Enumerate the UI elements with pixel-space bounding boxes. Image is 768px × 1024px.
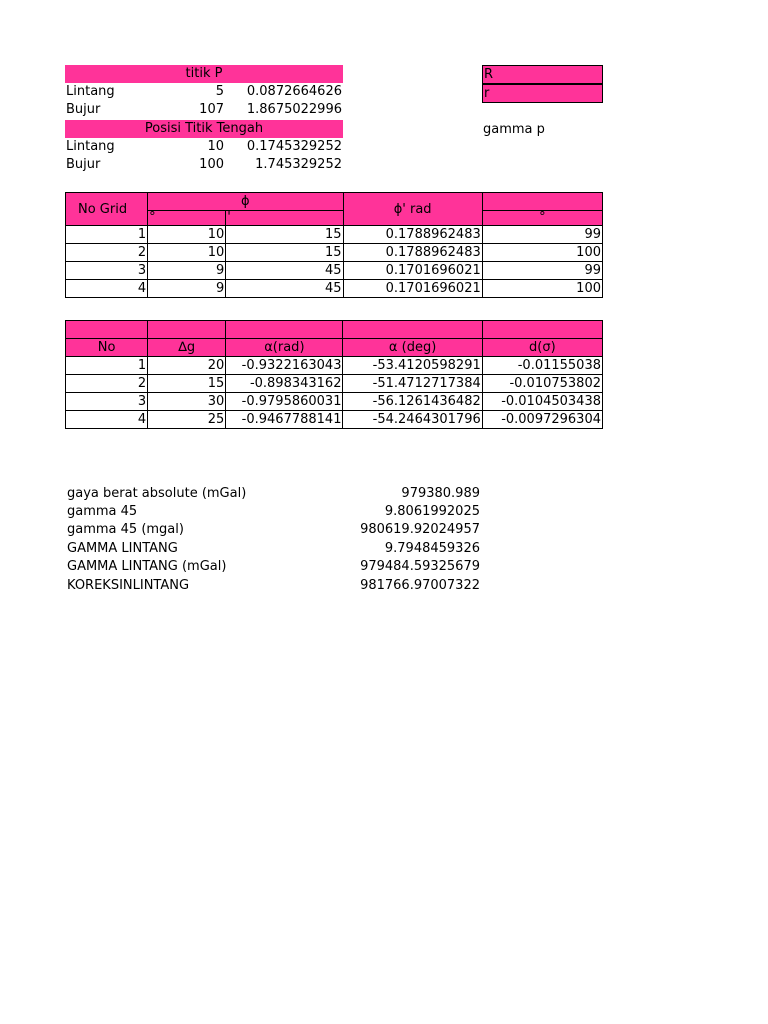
phi-header: ϕ — [148, 193, 343, 211]
blank-header — [148, 321, 226, 339]
grid-table — [65, 192, 603, 298]
table-row — [66, 411, 603, 429]
r-cell: r — [482, 84, 603, 103]
phi-rad-header: ϕ' rad — [343, 193, 482, 226]
table-row — [66, 262, 603, 280]
posisi-bujur-rad: 1.745329252 — [255, 157, 342, 172]
grid-lon: 99 — [482, 262, 602, 280]
grid-min: 15 — [226, 244, 343, 262]
alpha-no: 1 — [66, 357, 148, 375]
posisi-lintang-rad: 0.1745329252 — [246, 139, 342, 154]
grid-rad: 0.1788962483 — [343, 226, 482, 244]
gamma-p-label: gamma p — [483, 122, 545, 137]
delta-g-header: ∆g — [148, 339, 226, 357]
summary-value: 9.8061992025 — [384, 504, 480, 519]
blank-header — [226, 321, 343, 339]
alpha-rad: -0.9467788141 — [226, 411, 343, 429]
lon-header — [482, 193, 602, 211]
posisi-bujur-deg: 100 — [199, 157, 224, 172]
titik-p-bujur-label: Bujur — [66, 102, 101, 117]
posisi-lintang-deg: 10 — [207, 139, 224, 154]
deg-subheader: ° — [148, 211, 226, 226]
summary-label: KOREKSINLINTANG — [67, 578, 190, 593]
alpha-dg: 25 — [148, 411, 226, 429]
summary-value: 980619.92024957 — [360, 522, 480, 537]
alpha-deg-header: α (deg) — [343, 339, 482, 357]
lon-deg-subheader: ° — [482, 211, 602, 226]
alpha-rad: -0.9322163043 — [226, 357, 343, 375]
grid-lon: 99 — [482, 226, 602, 244]
grid-deg: 9 — [148, 262, 226, 280]
summary-label: gamma 45 — [67, 504, 138, 519]
blank-header — [66, 321, 148, 339]
grid-no: 3 — [66, 262, 148, 280]
blank-header — [343, 321, 482, 339]
blank-header — [482, 321, 602, 339]
alpha-no: 3 — [66, 393, 148, 411]
grid-no: 2 — [66, 244, 148, 262]
summary-label: GAMMA LINTANG — [67, 541, 178, 556]
titik-p-lintang-deg: 5 — [215, 84, 224, 99]
table-row — [66, 244, 603, 262]
grid-no: 1 — [66, 226, 148, 244]
d-sigma: -0.01155038 — [482, 357, 602, 375]
summary-value: 979484.59325679 — [360, 559, 480, 574]
posisi-bujur-label: Bujur — [66, 157, 101, 172]
table-row — [66, 393, 603, 411]
table-row — [66, 357, 603, 375]
titik-p-header: titik P — [65, 65, 343, 83]
grid-min: 45 — [226, 280, 343, 298]
alpha-rad: -0.898343162 — [226, 375, 343, 393]
alpha-rad: -0.9795860031 — [226, 393, 343, 411]
d-sigma: -0.010753802 — [482, 375, 602, 393]
grid-lon: 100 — [482, 244, 602, 262]
table-row — [66, 280, 603, 298]
alpha-deg: -54.2464301796 — [343, 411, 482, 429]
posisi-header: Posisi Titik Tengah — [65, 120, 343, 138]
grid-lon: 100 — [482, 280, 602, 298]
min-subheader: ' — [226, 211, 343, 226]
grid-no: 4 — [66, 280, 148, 298]
R-cell: R — [482, 65, 603, 84]
grid-rad: 0.1788962483 — [343, 244, 482, 262]
summary-value: 9.7948459326 — [384, 541, 480, 556]
titik-p-lintang-rad: 0.0872664626 — [246, 84, 342, 99]
d-sigma-header: d(σ) — [482, 339, 602, 357]
grid-rad: 0.1701696021 — [343, 262, 482, 280]
summary-value: 979380.989 — [401, 486, 480, 501]
summary-label: gamma 45 (mgal) — [67, 522, 184, 537]
alpha-dg: 20 — [148, 357, 226, 375]
grid-rad: 0.1701696021 — [343, 280, 482, 298]
d-sigma: -0.0097296304 — [482, 411, 602, 429]
titik-p-bujur-rad: 1.8675022996 — [246, 102, 342, 117]
posisi-lintang-label: Lintang — [66, 139, 115, 154]
titik-p-bujur-deg: 107 — [199, 102, 224, 117]
table-row — [66, 226, 603, 244]
alpha-deg: -56.1261436482 — [343, 393, 482, 411]
titik-p-lintang-label: Lintang — [66, 84, 115, 99]
summary-label: GAMMA LINTANG (mGal) — [67, 559, 227, 574]
no-grid-header: No Grid — [66, 193, 148, 226]
no-header: No — [66, 339, 148, 357]
grid-deg: 10 — [148, 226, 226, 244]
summary-label: gaya berat absolute (mGal) — [67, 486, 247, 501]
grid-min: 45 — [226, 262, 343, 280]
alpha-dg: 15 — [148, 375, 226, 393]
table-row — [66, 375, 603, 393]
alpha-rad-header: α(rad) — [226, 339, 343, 357]
grid-deg: 9 — [148, 280, 226, 298]
summary-value: 981766.97007322 — [360, 578, 480, 593]
alpha-no: 2 — [66, 375, 148, 393]
grid-deg: 10 — [148, 244, 226, 262]
alpha-deg: -51.4712717384 — [343, 375, 482, 393]
grid-min: 15 — [226, 226, 343, 244]
alpha-no: 4 — [66, 411, 148, 429]
alpha-table — [65, 320, 603, 429]
d-sigma: -0.0104503438 — [482, 393, 602, 411]
alpha-deg: -53.4120598291 — [343, 357, 482, 375]
alpha-dg: 30 — [148, 393, 226, 411]
